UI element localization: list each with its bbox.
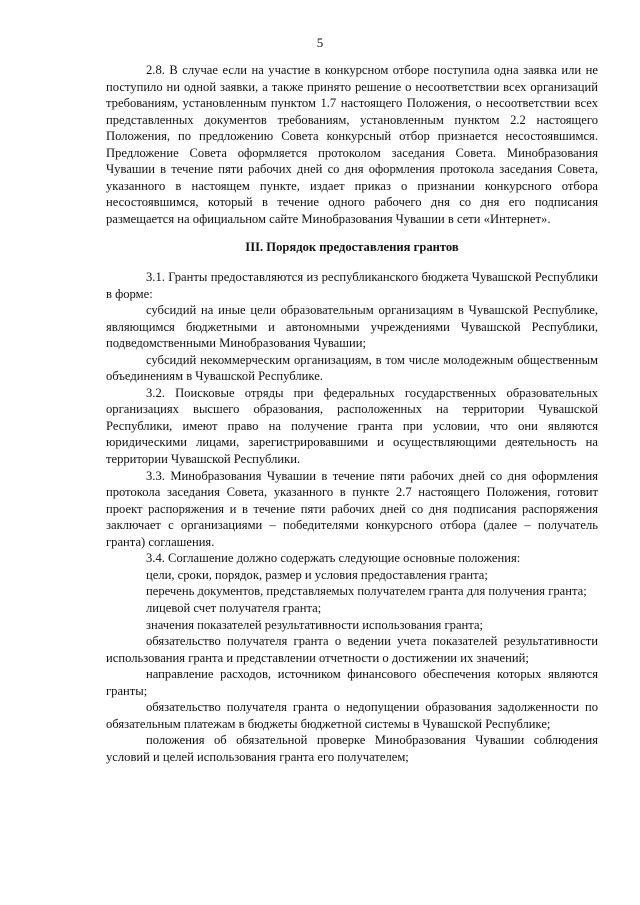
list-item: лицевой счет получателя гранта; <box>146 600 322 615</box>
list-item: цели, сроки, порядок, размер и условия предоставления гранта; <box>146 567 488 582</box>
paragraph-2-8: 2.8. В случае если на участие в конкурсном отборе поступила одна заявка или не поступило ни одной заявки, а также принято решение о несоответствии всех организаций требованиям, установленным пунктом 1.7 настоящего Положения, о несоответствии всех представленных документов требованиям, установленным пунктом 2.2 настоящего Положения, по предложению Совета конкурсный отбор признается несостоявшимся. Предложение Совета оформляется протоколом заседания Совета. Минобразования Чувашии в течение пяти рабочих дней со дня оформления протокола заседания Совета, указанного в настоящем пункте, издает приказ о признании конкурсного отбора несостоявшимся, который в течение одного рабочего дня со дня его подписания размещается на официальном сайте Минобразования Чувашии в сети «Интернет». <box>106 63 598 226</box>
list-item: направление расходов, источником финансового обеспечения которых являются гранты; <box>106 667 598 698</box>
page-number: 5 <box>316 35 324 50</box>
section-heading: III. Порядок предоставления грантов <box>245 240 459 255</box>
paragraph-3-1: 3.1. Гранты предоставляются из республиканского бюджета Чувашской Республики в форме: <box>106 270 598 301</box>
paragraph-3-2: 3.2. Поисковые отряды при федеральных государственных образовательных организациях высшего образования, расположенных на территории Чувашской Республики, имеют право на получение гранта при условии, что они являются юридическими лицами, зарегистрировавшими и осуществляющими деятельность на территории Чувашской Республики. <box>106 385 598 467</box>
paragraph-3-4: 3.4. Соглашение должно содержать следующие основные положения: <box>146 551 521 566</box>
document-body <box>106 62 598 765</box>
paragraph-3-1-item-1: субсидий на иные цели образовательным организациям в Чувашской Республике, являющимся бюджетными и автономными учреждениями Чувашской Республики, подведомственными Минобразования Чувашии; <box>106 303 598 351</box>
paragraph-3-1-item-2: субсидий некоммерческим организациям, в том числе молодежным общественным объединениям в Чувашской Республике. <box>106 352 598 384</box>
paragraph-3-3: 3.3. Минобразования Чувашии в течение пяти рабочих дней со дня оформления протокола заседания Совета, указанного в пункте 2.7 настоящего Положения, готовит проект распоряжения и в течение пяти рабочих дней со дня подписания распоряжения заключает с организациями – победителями конкурсного отбора (далее – получатель гранта) соглашения. <box>106 468 598 549</box>
list-item: обязательство получателя гранта о ведении учета показателей результативности использования гранта и представлении отчетности о достижении их значений; <box>106 634 598 665</box>
list-item: положения об обязательной проверке Минобразования Чувашии соблюдения условий и целей использования гранта его получателем; <box>106 733 598 764</box>
list-item: перечень документов, представляемых получателем гранта для получения гранта; <box>146 584 587 599</box>
list-item: значения показателей результативности использования гранта; <box>146 617 484 632</box>
list-item: обязательство получателя гранта о недопущении образования задолженности по обязательным платежам в бюджеты бюджетной системы в Чувашской Республике; <box>106 700 598 731</box>
